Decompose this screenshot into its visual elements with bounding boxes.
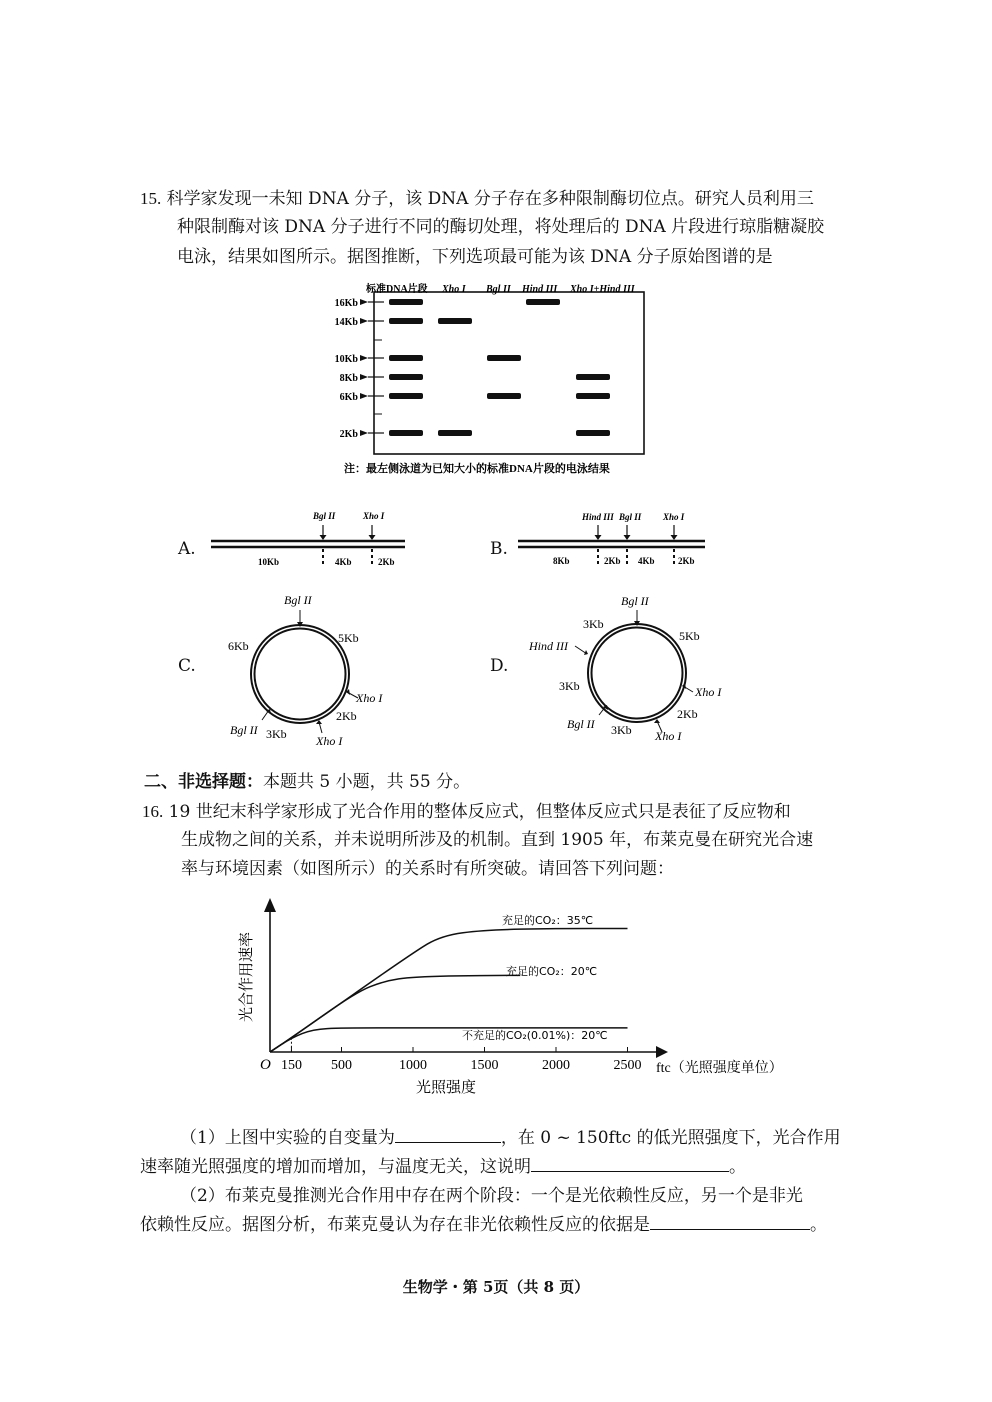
q16-sub2-line1: （2）布莱克曼推测光合作用中存在两个阶段：一个是光依赖性反应，另一个是非光 [180, 1186, 803, 1206]
option-b-label: B. [490, 539, 508, 559]
x-axis-label: 光照强度 [416, 1080, 477, 1096]
x-tick-label: 150 [280, 1058, 302, 1073]
gel-band-standard-6kb [389, 393, 423, 399]
x-tick-label: 1500 [470, 1058, 499, 1073]
lane-header-standard: 标准DNA片段 [366, 284, 428, 295]
b-seg-2: 2Kb [604, 556, 621, 566]
b-seg-3: 4Kb [638, 556, 655, 566]
q16-sub1-line2: 速率随光照强度的增加而增加，与温度无关，这说明 。 [140, 1153, 746, 1182]
q16-number: 16. [142, 802, 164, 821]
a-site-xho: Xho I [363, 511, 385, 521]
gel-figure [330, 280, 660, 480]
lane-header-xho-hind: Xho I+Hind III [570, 284, 635, 295]
c-seg-5kb: 5Kb [338, 631, 359, 645]
gel-note: 注：最左侧泳道为已知大小的标准DNA片段的电泳结果 [344, 463, 610, 475]
origin-label: O [260, 1057, 271, 1073]
answer-blank-1[interactable] [395, 1124, 501, 1143]
marker-16kb: 16Kb [334, 298, 358, 309]
b-seg-1: 8Kb [553, 556, 570, 566]
d-seg-3kb-left: 3Kb [559, 679, 580, 693]
q15-line1: 15. 科学家发现一未知 DNA 分子，该 DNA 分子存在多种限制酶切位点。研究人员利用三 [140, 189, 814, 209]
section2-heading: 二、非选择题：本题共 5 小题，共 55 分。 [144, 772, 471, 792]
c-seg-6kb: 6Kb [228, 639, 249, 653]
gel-band-standard-2kb [389, 430, 423, 436]
gel-band-xho-14kb [438, 318, 472, 324]
gel-band-xho_hind-8kb [576, 374, 610, 380]
gel-band-standard-16kb [389, 299, 423, 305]
d-site-xho-bottom: Xho I [655, 729, 682, 743]
c-site-bgl-bottom: Bgl II [230, 723, 258, 737]
gel-band-bgl-6kb [487, 393, 521, 399]
d-site-hind: Hind III [529, 639, 568, 653]
c-site-xho-bottom: Xho I [316, 734, 343, 748]
gel-band-standard-10kb [389, 355, 423, 361]
marker-14kb: 14Kb [334, 317, 358, 328]
a-seg-3: 2Kb [378, 557, 395, 567]
gel-band-standard-14kb [389, 318, 423, 324]
series-label-20c: 充足的CO₂：20℃ [506, 965, 598, 978]
x-tick-label: 2500 [613, 1058, 642, 1073]
marker-6kb: 6Kb [339, 392, 358, 403]
photosynthesis-chart [220, 888, 820, 1103]
option-b-linear-map [513, 505, 713, 575]
q15-number: 15. [140, 189, 162, 208]
q16-sub2-line2: 依赖性反应。据图分析，布莱克曼认为存在非光依赖性反应的依据是 。 [140, 1211, 827, 1240]
x-tick-label: 2000 [542, 1058, 570, 1073]
page-footer: 生物学・第 5页（共 8 页） [402, 1278, 590, 1296]
option-c-circular-map [222, 588, 402, 753]
b-site-bgl: Bgl II [619, 512, 642, 522]
gel-band-standard-8kb [389, 374, 423, 380]
gel-band-xho_hind-6kb [576, 393, 610, 399]
marker-arrows [360, 299, 384, 436]
d-seg-3kb-bottom: 3Kb [611, 723, 632, 737]
d-seg-3kb-top: 3Kb [583, 617, 604, 631]
gel-band-bgl-10kb [487, 355, 521, 361]
x-tick-label: 1000 [399, 1058, 427, 1073]
gel-frame [374, 292, 644, 454]
option-d-circular-map [525, 588, 725, 753]
series-label-low-co2: 不充足的CO₂(0.01%)：20℃ [462, 1029, 608, 1042]
gel-band-hind-16kb [526, 299, 560, 305]
q16-line1: 16. 19 世纪末科学家形成了光合作用的整体反应式，但整体反应式只是表征了反应物和 [142, 802, 791, 822]
marker-2kb: 2Kb [339, 429, 358, 440]
q16-line3: 率与环境因素（如图所示）的关系时有所突破。请回答下列问题： [181, 859, 674, 879]
b-site-xho: Xho I [663, 512, 685, 522]
lane-header-xho: Xho I [442, 284, 466, 295]
a-seg-2: 4Kb [335, 557, 352, 567]
d-site-bgl-top: Bgl II [621, 594, 649, 608]
c-seg-2kb: 2Kb [336, 709, 357, 723]
d-site-bgl-bottom: Bgl II [567, 717, 595, 731]
q16-line2: 生成物之间的关系，并未说明所涉及的机制。直到 1905 年，布莱克曼在研究光合速 [181, 830, 814, 850]
q16-sub1-line1: （1）上图中实验的自变量为 ，在 0 ~ 150ftc 的低光照强度下，光合作用 [180, 1124, 841, 1153]
lane-header-hind: Hind III [522, 284, 558, 295]
lane-header-bgl: Bgl II [486, 284, 511, 295]
d-seg-2kb: 2Kb [677, 707, 698, 721]
y-axis-arrow [264, 898, 276, 912]
option-c-label: C. [178, 656, 196, 676]
q15-line3: 电泳，结果如图所示。据图推断，下列选项最可能为该 DNA 分子原始图谱的是 [177, 247, 773, 267]
gel-bands [389, 299, 610, 436]
option-a-label: A. [178, 539, 196, 559]
b-seg-4: 2Kb [678, 556, 695, 566]
x-axis-unit: ftc（光照强度单位） [656, 1061, 783, 1076]
series-label-35c: 充足的CO₂：35℃ [502, 914, 594, 927]
c-site-xho-right: Xho I [356, 691, 383, 705]
x-axis-arrow [656, 1046, 668, 1058]
d-site-xho-right: Xho I [695, 685, 722, 699]
x-ticks [281, 1038, 642, 1073]
y-axis-label: 光合作用速率 [239, 931, 255, 1022]
marker-10kb: 10Kb [334, 354, 358, 365]
d-seg-5kb: 5Kb [679, 629, 700, 643]
gel-band-xho_hind-2kb [576, 430, 610, 436]
b-site-hind: Hind III [582, 512, 614, 522]
c-seg-3kb: 3Kb [266, 727, 287, 741]
option-d-label: D. [490, 656, 509, 676]
answer-blank-3[interactable] [650, 1211, 810, 1230]
a-seg-1: 10Kb [258, 557, 280, 567]
q15-line2: 种限制酶对该 DNA 分子进行不同的酶切处理，将处理后的 DNA 片段进行琼脂糖凝胶 [177, 217, 825, 237]
answer-blank-2[interactable] [531, 1153, 729, 1172]
option-a-linear-map [205, 505, 415, 575]
marker-8kb: 8Kb [339, 373, 358, 384]
c-site-bgl-top: Bgl II [284, 593, 312, 607]
gel-band-xho-2kb [438, 430, 472, 436]
a-site-bgl: Bgl II [313, 511, 336, 521]
x-tick-label: 500 [331, 1058, 352, 1073]
